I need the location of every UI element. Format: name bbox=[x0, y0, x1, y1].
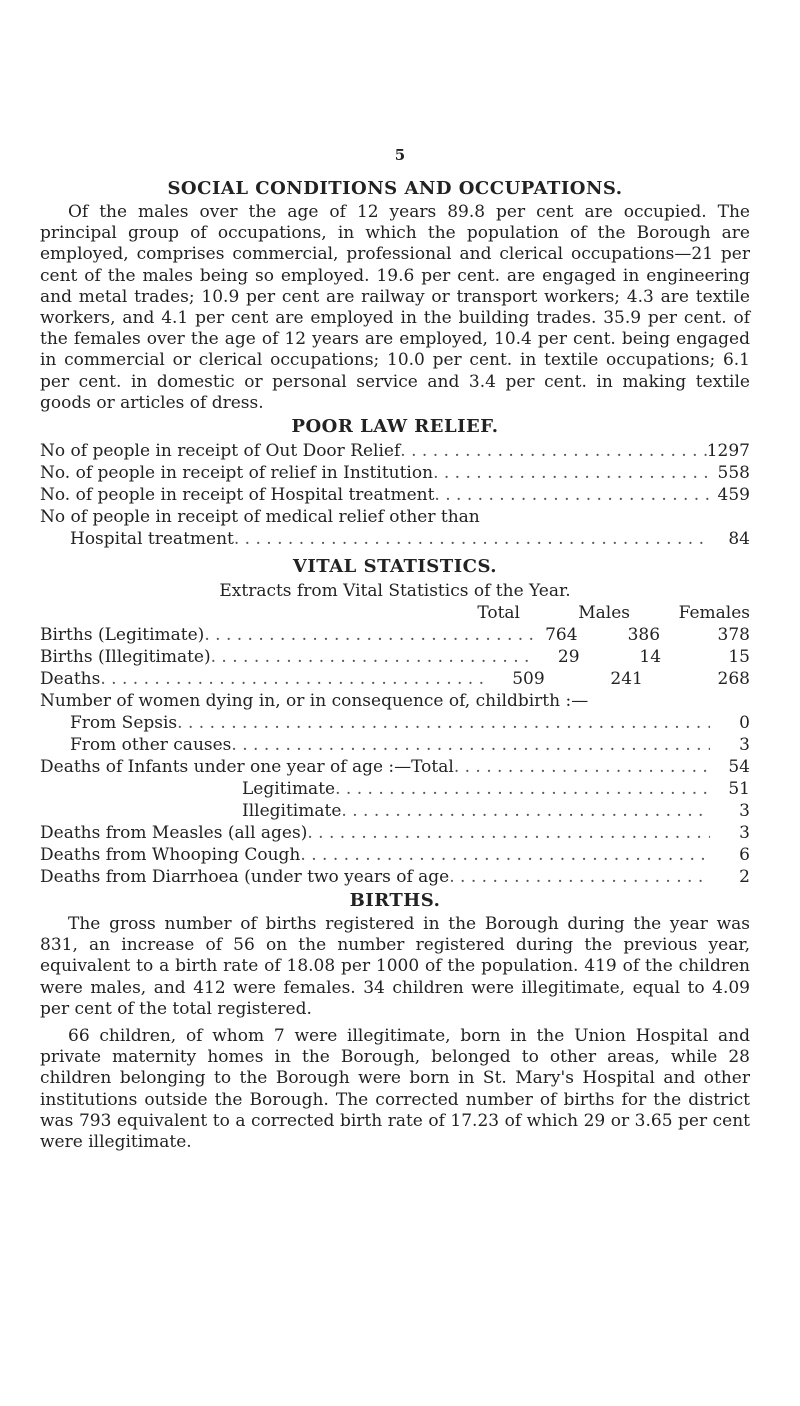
social-conditions-paragraph: Of the males over the age of 12 years 89.8 per cent are occupied. The principal group of occupations, in which the population of the Borough are employed, comprises commercial, professional and clerical occupations—21 per cent of the males being so employed. 19.6 per cent. are engaged in engineering and metal trades; 10.9 per cent are railway or transport workers; 4.3 are textile workers, and 4.1 per cent are employed in the building trades. 35.9 per cent. of the females over the age of 12 years are employed, 10.4 per cent. being engaged in commercial or clerical occupations; 10.0 per cent. in textile occupations; 6.1 per cent. in domestic or personal service and 3.4 per cent. in making textile goods or articles of dress. bbox=[40, 202, 750, 413]
header-females: Females bbox=[678, 603, 750, 624]
poor-law-row-medical-1 bbox=[40, 506, 750, 528]
vital-row bbox=[40, 668, 750, 690]
section-title-vital: VITAL STATISTICS. bbox=[292, 556, 498, 578]
row-label: No of people in receipt of Out Door Relief bbox=[40, 441, 401, 462]
section-title-births: BIRTHS. bbox=[349, 890, 441, 912]
leader-dots bbox=[211, 646, 535, 668]
vital-subtitle: Extracts from Vital Statistics of the Year. bbox=[219, 581, 571, 602]
births-paragraph-1: The gross number of births registered in the Borough during the year was 831, an increase of 56 on the number registered during the previous year, equivalent to a birth rate of 18.08 per 1000 of the population. 419 of the children were males, and 412 were females. 34 children were illegitimate, equal to 4.09 per cent of the total registered. bbox=[40, 914, 750, 1019]
poor-law-row bbox=[40, 462, 750, 484]
cell-total: 509 bbox=[512, 669, 545, 690]
row-value: 1297 bbox=[706, 441, 750, 462]
cell-males: 241 bbox=[610, 669, 643, 690]
cell-males: 386 bbox=[627, 625, 661, 646]
cell-females: 15 bbox=[728, 647, 750, 668]
infant-deaths-legit-row: Legitimate . . . 51 bbox=[40, 778, 750, 800]
infant-deaths-illegit-row: Illegitimate . . . 3 bbox=[40, 800, 750, 822]
cell-females: 268 bbox=[717, 669, 750, 690]
leader-dots bbox=[434, 484, 710, 506]
section-title-poor-law: POOR LAW RELIEF. bbox=[291, 416, 499, 438]
births-paragraph-2: 66 children, of whom 7 were illegitimate, born in the Union Hospital and private maternity homes in the Borough, belonged to other areas, while 28 children belonging to the Borough were born in St. Mary's Hospital and other institutions outside the Borough. The corrected number of births for the district was 793 equivalent to a corrected birth rate of 17.23 of which 29 or 3.65 per cent were illegitimate. bbox=[40, 1026, 750, 1153]
poor-law-row bbox=[40, 440, 750, 462]
row-label: No of people in receipt of medical relief other than bbox=[40, 507, 480, 528]
poor-law-table bbox=[40, 440, 750, 550]
row-label: Births (Legitimate) bbox=[40, 625, 205, 646]
poor-law-row-medical-2 bbox=[40, 528, 750, 550]
whooping-cough-row: Deaths from Whooping Cough . . . 6 bbox=[40, 844, 750, 866]
page-number: 5 bbox=[394, 146, 406, 164]
row-label: Hospital treatment bbox=[70, 529, 234, 550]
leader-dots bbox=[341, 800, 710, 822]
leader-dots bbox=[300, 844, 710, 866]
poor-law-row bbox=[40, 484, 750, 506]
row-label: No. of people in receipt of Hospital treatment bbox=[40, 485, 435, 506]
document-body bbox=[40, 150, 750, 1153]
leader-dots bbox=[454, 756, 710, 778]
vital-row bbox=[40, 646, 750, 668]
leader-dots bbox=[449, 866, 710, 888]
row-label: Births (Illegitimate) bbox=[40, 647, 211, 668]
vital-row bbox=[40, 624, 750, 646]
section-title-social: SOCIAL CONDITIONS AND OCCUPATIONS. bbox=[167, 178, 623, 199]
leader-dots bbox=[307, 822, 710, 844]
leader-dots bbox=[400, 440, 706, 462]
row-label: No. of people in receipt of relief in Institution bbox=[40, 463, 434, 484]
maternal-sepsis-row: From Sepsis . . . 0 bbox=[40, 712, 750, 734]
maternal-other-row: From other causes . . . 3 bbox=[40, 734, 750, 756]
vital-header-row bbox=[40, 602, 750, 624]
row-value: 558 bbox=[717, 463, 750, 484]
leader-dots bbox=[433, 462, 710, 484]
infant-deaths-total-row: Deaths of Infants under one year of age :—Total . . . 54 bbox=[40, 756, 750, 778]
diarrhoea-row: Deaths from Diarrhoea (under two years of age . . . 2 bbox=[40, 866, 750, 888]
row-value: 459 bbox=[717, 485, 750, 506]
measles-row: Deaths from Measles (all ages) . . . 3 bbox=[40, 822, 750, 844]
header-males: Males bbox=[578, 603, 630, 624]
row-label: Deaths bbox=[40, 669, 101, 690]
leader-dots bbox=[100, 668, 491, 690]
cell-total: 764 bbox=[545, 625, 578, 646]
leader-dots bbox=[234, 528, 710, 550]
leader-dots bbox=[204, 624, 532, 646]
header-total: Total bbox=[477, 603, 520, 624]
cell-total: 29 bbox=[557, 647, 580, 668]
leader-dots bbox=[177, 712, 710, 734]
leader-dots bbox=[335, 778, 710, 800]
cell-females: 378 bbox=[717, 625, 750, 646]
maternal-intro: Number of women dying in, or in consequence of, childbirth :— bbox=[40, 691, 589, 712]
cell-males: 14 bbox=[639, 647, 662, 668]
row-value: 84 bbox=[728, 529, 750, 550]
leader-dots bbox=[231, 734, 710, 756]
